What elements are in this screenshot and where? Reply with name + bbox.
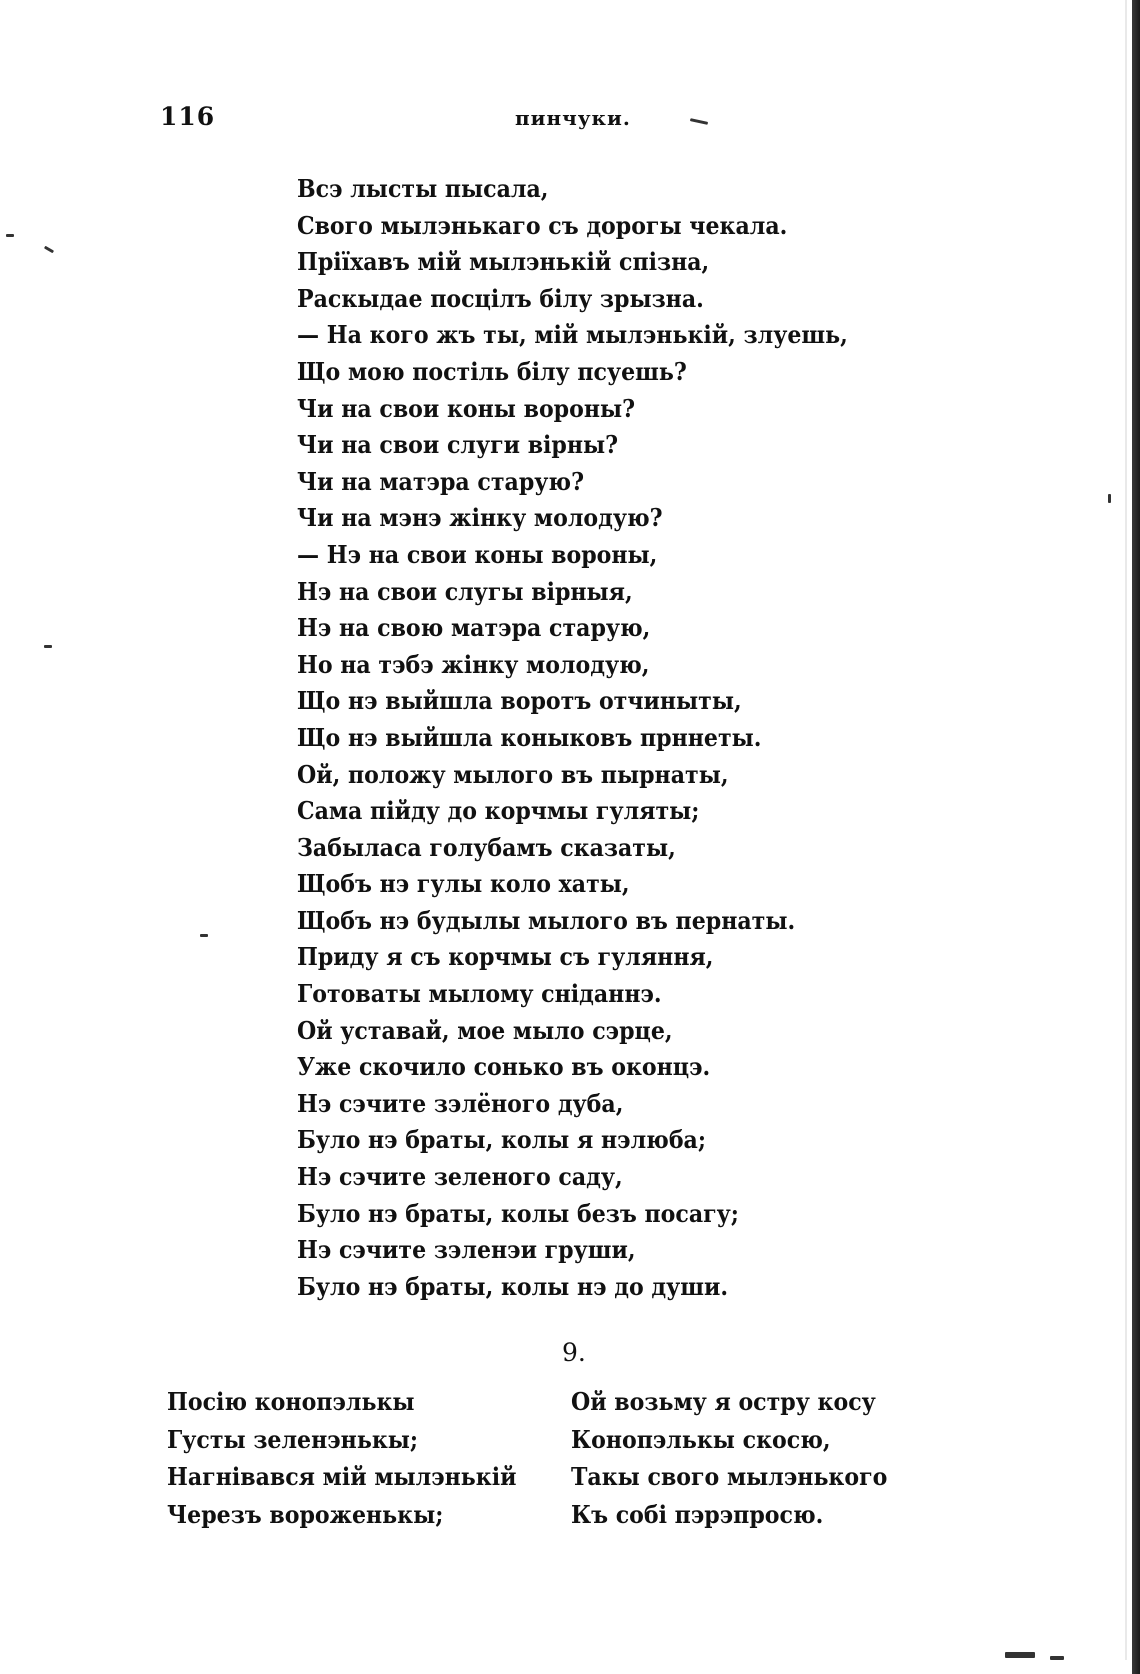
- poem-line: — Нэ на свои коны вороны,: [297, 539, 658, 569]
- poem-line: Ой уставай, мое мыло сэрце,: [297, 1015, 673, 1045]
- poem-line: — На кого жъ ты, мій мылэнькій, злуешь,: [297, 320, 848, 350]
- stanza-line: Къ собі пэрэпросю.: [571, 1499, 824, 1529]
- poem-line: Готоваты мылому сніданнэ.: [297, 979, 662, 1009]
- poem-line: Що нэ выйшла воротъ отчиныты,: [297, 686, 742, 716]
- poem-line: Свого мылэнькаго съ дорогы чекала.: [297, 210, 788, 240]
- poem-text: [297, 171, 896, 1305]
- poem-line: Що мою постіль білу псуешь?: [297, 356, 687, 386]
- poem-line: Чи на свои коны вороны?: [297, 393, 636, 423]
- scan-speck: [1108, 494, 1111, 503]
- poem-line: Що нэ выйшла коныковъ прннеты.: [297, 722, 762, 752]
- poem-line: Забыласа голубамъ сказаты,: [297, 832, 676, 862]
- scan-speck: [1005, 1652, 1035, 1658]
- stanza-line: Такы свого мылэнького: [571, 1462, 888, 1491]
- poem-line: Чи на матэра старую?: [297, 466, 585, 496]
- left-stanza: [167, 1383, 547, 1533]
- stanza-line: Густы зеленэнькы;: [167, 1424, 419, 1454]
- scan-speck: [44, 645, 52, 648]
- poem-line: Було нэ браты, колы я нэлюба;: [297, 1125, 706, 1155]
- scan-speck: [1050, 1656, 1064, 1660]
- scan-speck: [200, 934, 208, 937]
- poem-line: Чи на свои слуги вірны?: [297, 430, 619, 460]
- page-number: 116: [160, 102, 216, 131]
- stanza-line: Конопэлькы скосю,: [571, 1424, 831, 1454]
- poem-line: Нэ сэчите зеленого саду,: [297, 1162, 623, 1192]
- poem-line: Нэ сэчите зэленэи груши,: [297, 1235, 636, 1265]
- stanza-line: Посію конопэлькы: [167, 1387, 415, 1416]
- stanza-line: Нагнівався мій мылэнькій: [167, 1462, 517, 1491]
- poem-line: Но на тэбэ жінку молодую,: [297, 649, 650, 679]
- poem-line: Нэ на свои слугы вірныя,: [297, 576, 633, 606]
- scan-speck: [690, 118, 708, 125]
- stanza-line: Ой возьму я остру косу: [571, 1387, 876, 1416]
- scan-speck: [44, 246, 54, 254]
- poem-line: Ой, положу мылого въ пырнаты,: [297, 759, 729, 789]
- poem-line: Раскыдае посцілъ білу зрызна.: [297, 283, 704, 313]
- poem-line: Було нэ браты, колы нэ до души.: [297, 1271, 729, 1301]
- running-title: пинчуки.: [515, 106, 631, 130]
- poem-line: Всэ лысты пысала,: [297, 174, 549, 203]
- poem-line: Було нэ браты, колы безъ посагу;: [297, 1198, 739, 1228]
- poem-line: Чи на мэнэ жінку молодую?: [297, 503, 663, 533]
- right-stanza: [571, 1383, 915, 1533]
- poem-number: 9.: [562, 1338, 586, 1367]
- poem-line: Приду я съ корчмы съ гуляння,: [297, 942, 714, 972]
- poem-line: Нэ сэчите зэлёного дуба,: [297, 1088, 624, 1118]
- stanza-line: Черезъ вороженькы;: [167, 1499, 444, 1529]
- poem-line: Уже скочило сонько въ оконцэ.: [297, 1052, 711, 1082]
- scan-edge-shadow: [1122, 0, 1140, 1674]
- poem-line: Щобъ нэ гулы коло хаты,: [297, 869, 630, 899]
- poem-line: Пріїхавъ мій мылэнькій спізна,: [297, 247, 710, 277]
- poem-line: Сама пійду до корчмы гуляты;: [297, 796, 700, 826]
- poem-line: Щобъ нэ будылы мылого въ пернаты.: [297, 905, 796, 935]
- scan-speck: [6, 234, 14, 237]
- poem-line: Нэ на свою матэра старую,: [297, 613, 651, 643]
